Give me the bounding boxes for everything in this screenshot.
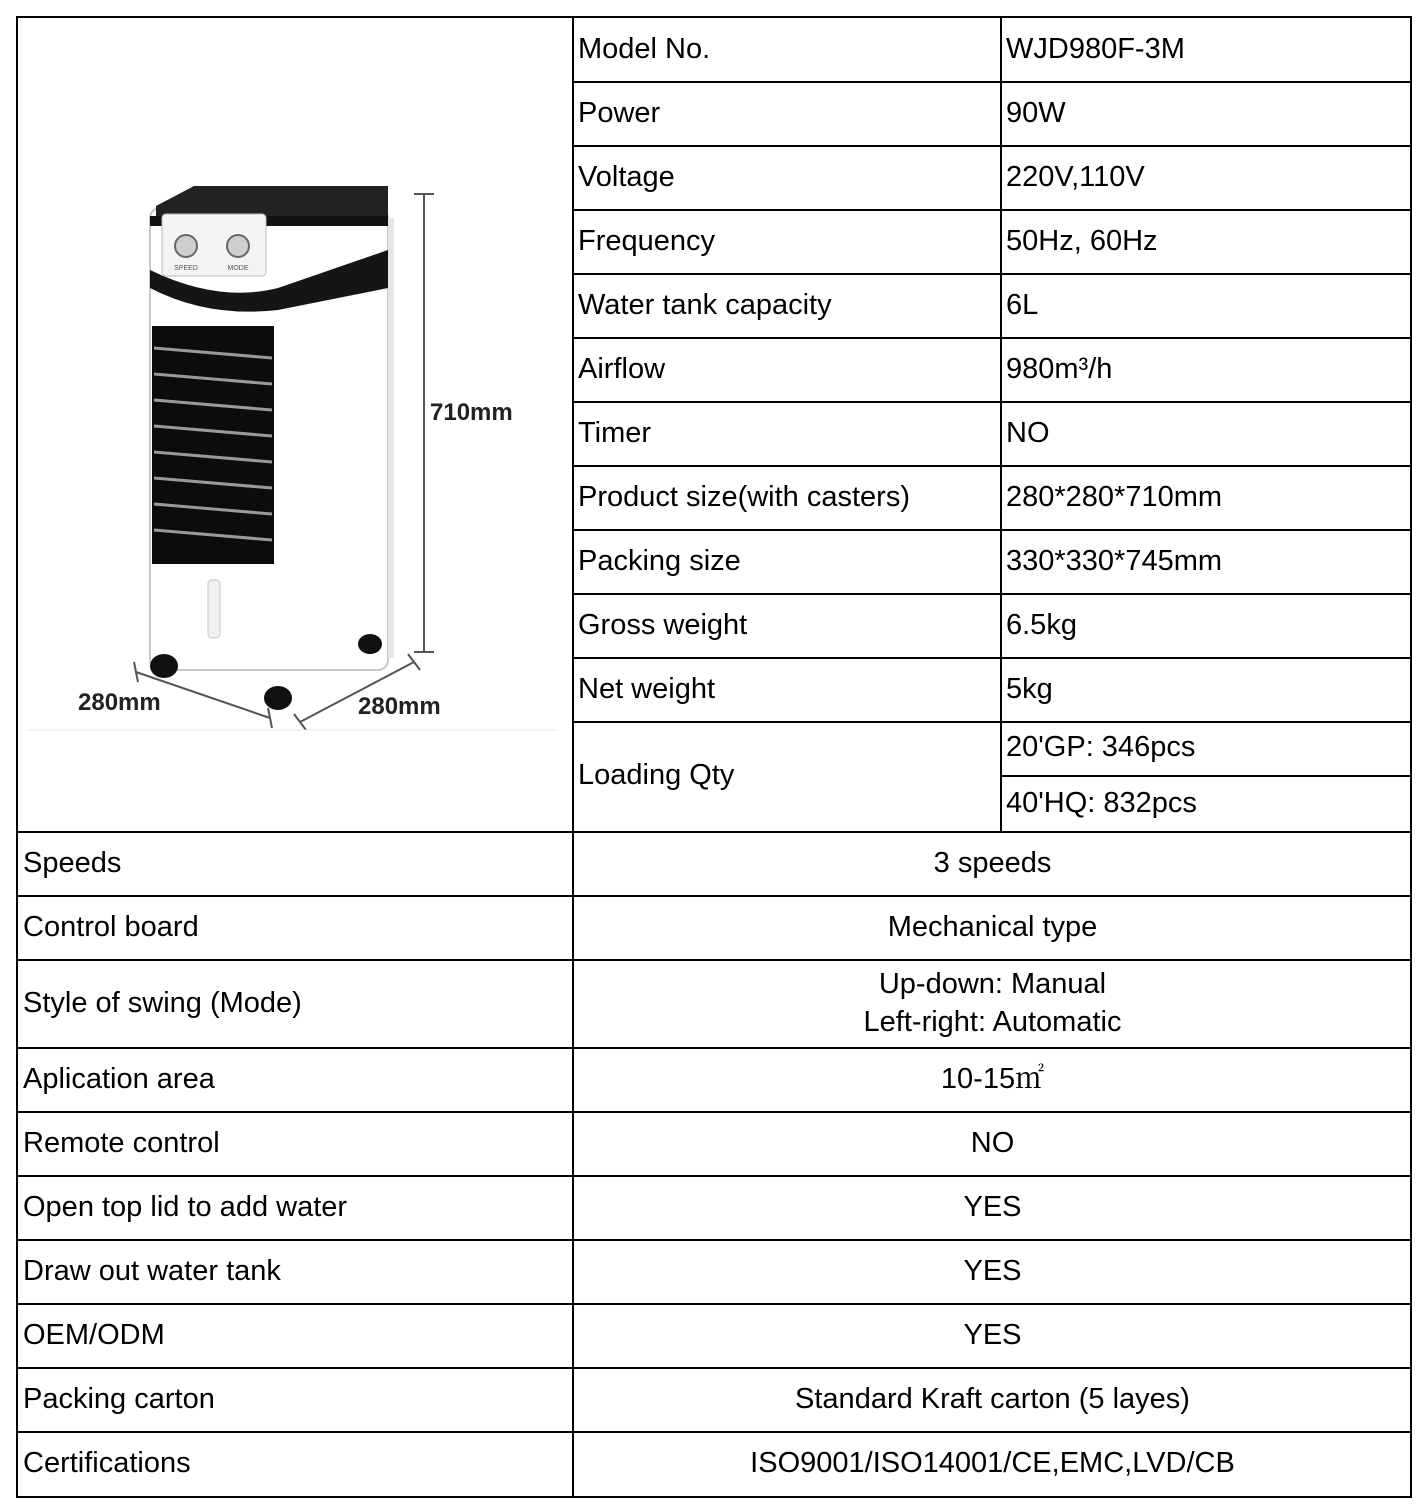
row-divider [18,1239,1412,1241]
spec-value: 50Hz, 60Hz [1006,225,1158,258]
row-divider [573,593,1412,595]
spec-label: Control board [23,911,199,944]
row-divider [18,831,1412,833]
spec-value-line: Left-right: Automatic [863,1006,1122,1038]
spec-label: Packing size [578,545,741,578]
spec-label: Water tank capacity [578,289,832,322]
spec-value: 3 speeds [933,847,1052,880]
spec-value: NO [970,1127,1015,1160]
width-dimension-label-right: 280mm [358,693,441,720]
row-divider [573,337,1412,339]
spec-label: Open top lid to add water [23,1191,348,1224]
spec-label: Timer [578,417,652,450]
row-divider [18,1431,1412,1433]
spec-label: Product size(with casters) [578,481,910,514]
spec-label: Packing carton [23,1383,215,1416]
spec-label: Remote control [23,1127,220,1160]
spec-value: 220V,110V [1006,161,1145,194]
spec-label: Power [578,97,661,130]
row-divider [18,959,1412,961]
row-divider [18,1175,1412,1177]
spec-value: 10-15㎡ [940,1063,1045,1096]
spec-label: Net weight [578,673,716,706]
spec-value: 5kg [1006,673,1053,706]
loading-qty-40hq: 40'HQ: 832pcs [1006,787,1197,820]
knob-mode-label: MODE [227,265,249,272]
spec-value: YES [963,1319,1022,1352]
spec-value: 280*280*710mm [1006,481,1223,514]
row-divider [573,209,1412,211]
column-divider [572,18,574,1496]
row-divider [18,895,1412,897]
spec-label: Gross weight [578,609,748,642]
loading-qty-label: Loading Qty [578,759,735,792]
column-divider [1000,18,1002,832]
spec-value: 330*330*745mm [1006,545,1223,578]
row-divider [573,529,1412,531]
row-divider [573,81,1412,83]
row-divider [573,401,1412,403]
spec-value: Mechanical type [887,911,1098,944]
spec-label: Style of swing (Mode) [23,987,302,1020]
spec-label: OEM/ODM [23,1319,165,1352]
height-dimension-label: 710mm [430,399,513,426]
spec-value: Standard Kraft carton (5 layes) [795,1383,1190,1416]
loading-qty-20gp: 20'GP: 346pcs [1006,731,1196,764]
row-divider [18,1303,1412,1305]
spec-value: 90W [1006,97,1066,130]
spec-label: Frequency [578,225,716,258]
row-divider [573,657,1412,659]
spec-value: 6L [1006,289,1039,322]
spec-label: Certifications [23,1447,191,1480]
row-divider [18,1047,1412,1049]
product-image-cell [18,18,573,832]
row-divider [1001,775,1412,777]
spec-label: Model No. [578,33,711,66]
spec-label: Airflow [578,353,666,386]
spec-label: Aplication area [23,1063,215,1096]
row-divider [573,465,1412,467]
row-divider [573,273,1412,275]
spec-value: NO [1006,417,1050,450]
spec-value: YES [963,1191,1022,1224]
row-divider [18,1367,1412,1369]
knob-speed-label: SPEED [174,265,198,272]
row-divider [573,145,1412,147]
row-divider [573,721,1412,723]
spec-value [573,960,1412,1048]
air-cooler-illustration [18,18,573,832]
width-dimension-label-left: 280mm [78,689,161,716]
spec-value: ISO9001/ISO14001/CE,EMC,LVD/CB [750,1447,1235,1480]
spec-label: Draw out water tank [23,1255,281,1288]
spec-sheet-table [16,16,1412,1498]
spec-value: WJD980F-3M [1006,33,1185,66]
spec-value: 980m³/h [1006,353,1113,386]
spec-value: 6.5kg [1006,609,1077,642]
row-divider [18,1111,1412,1113]
spec-label: Voltage [578,161,675,194]
spec-value: YES [963,1255,1022,1288]
spec-label: Speeds [23,847,122,880]
spec-value-line: Up-down: Manual [878,968,1107,1001]
